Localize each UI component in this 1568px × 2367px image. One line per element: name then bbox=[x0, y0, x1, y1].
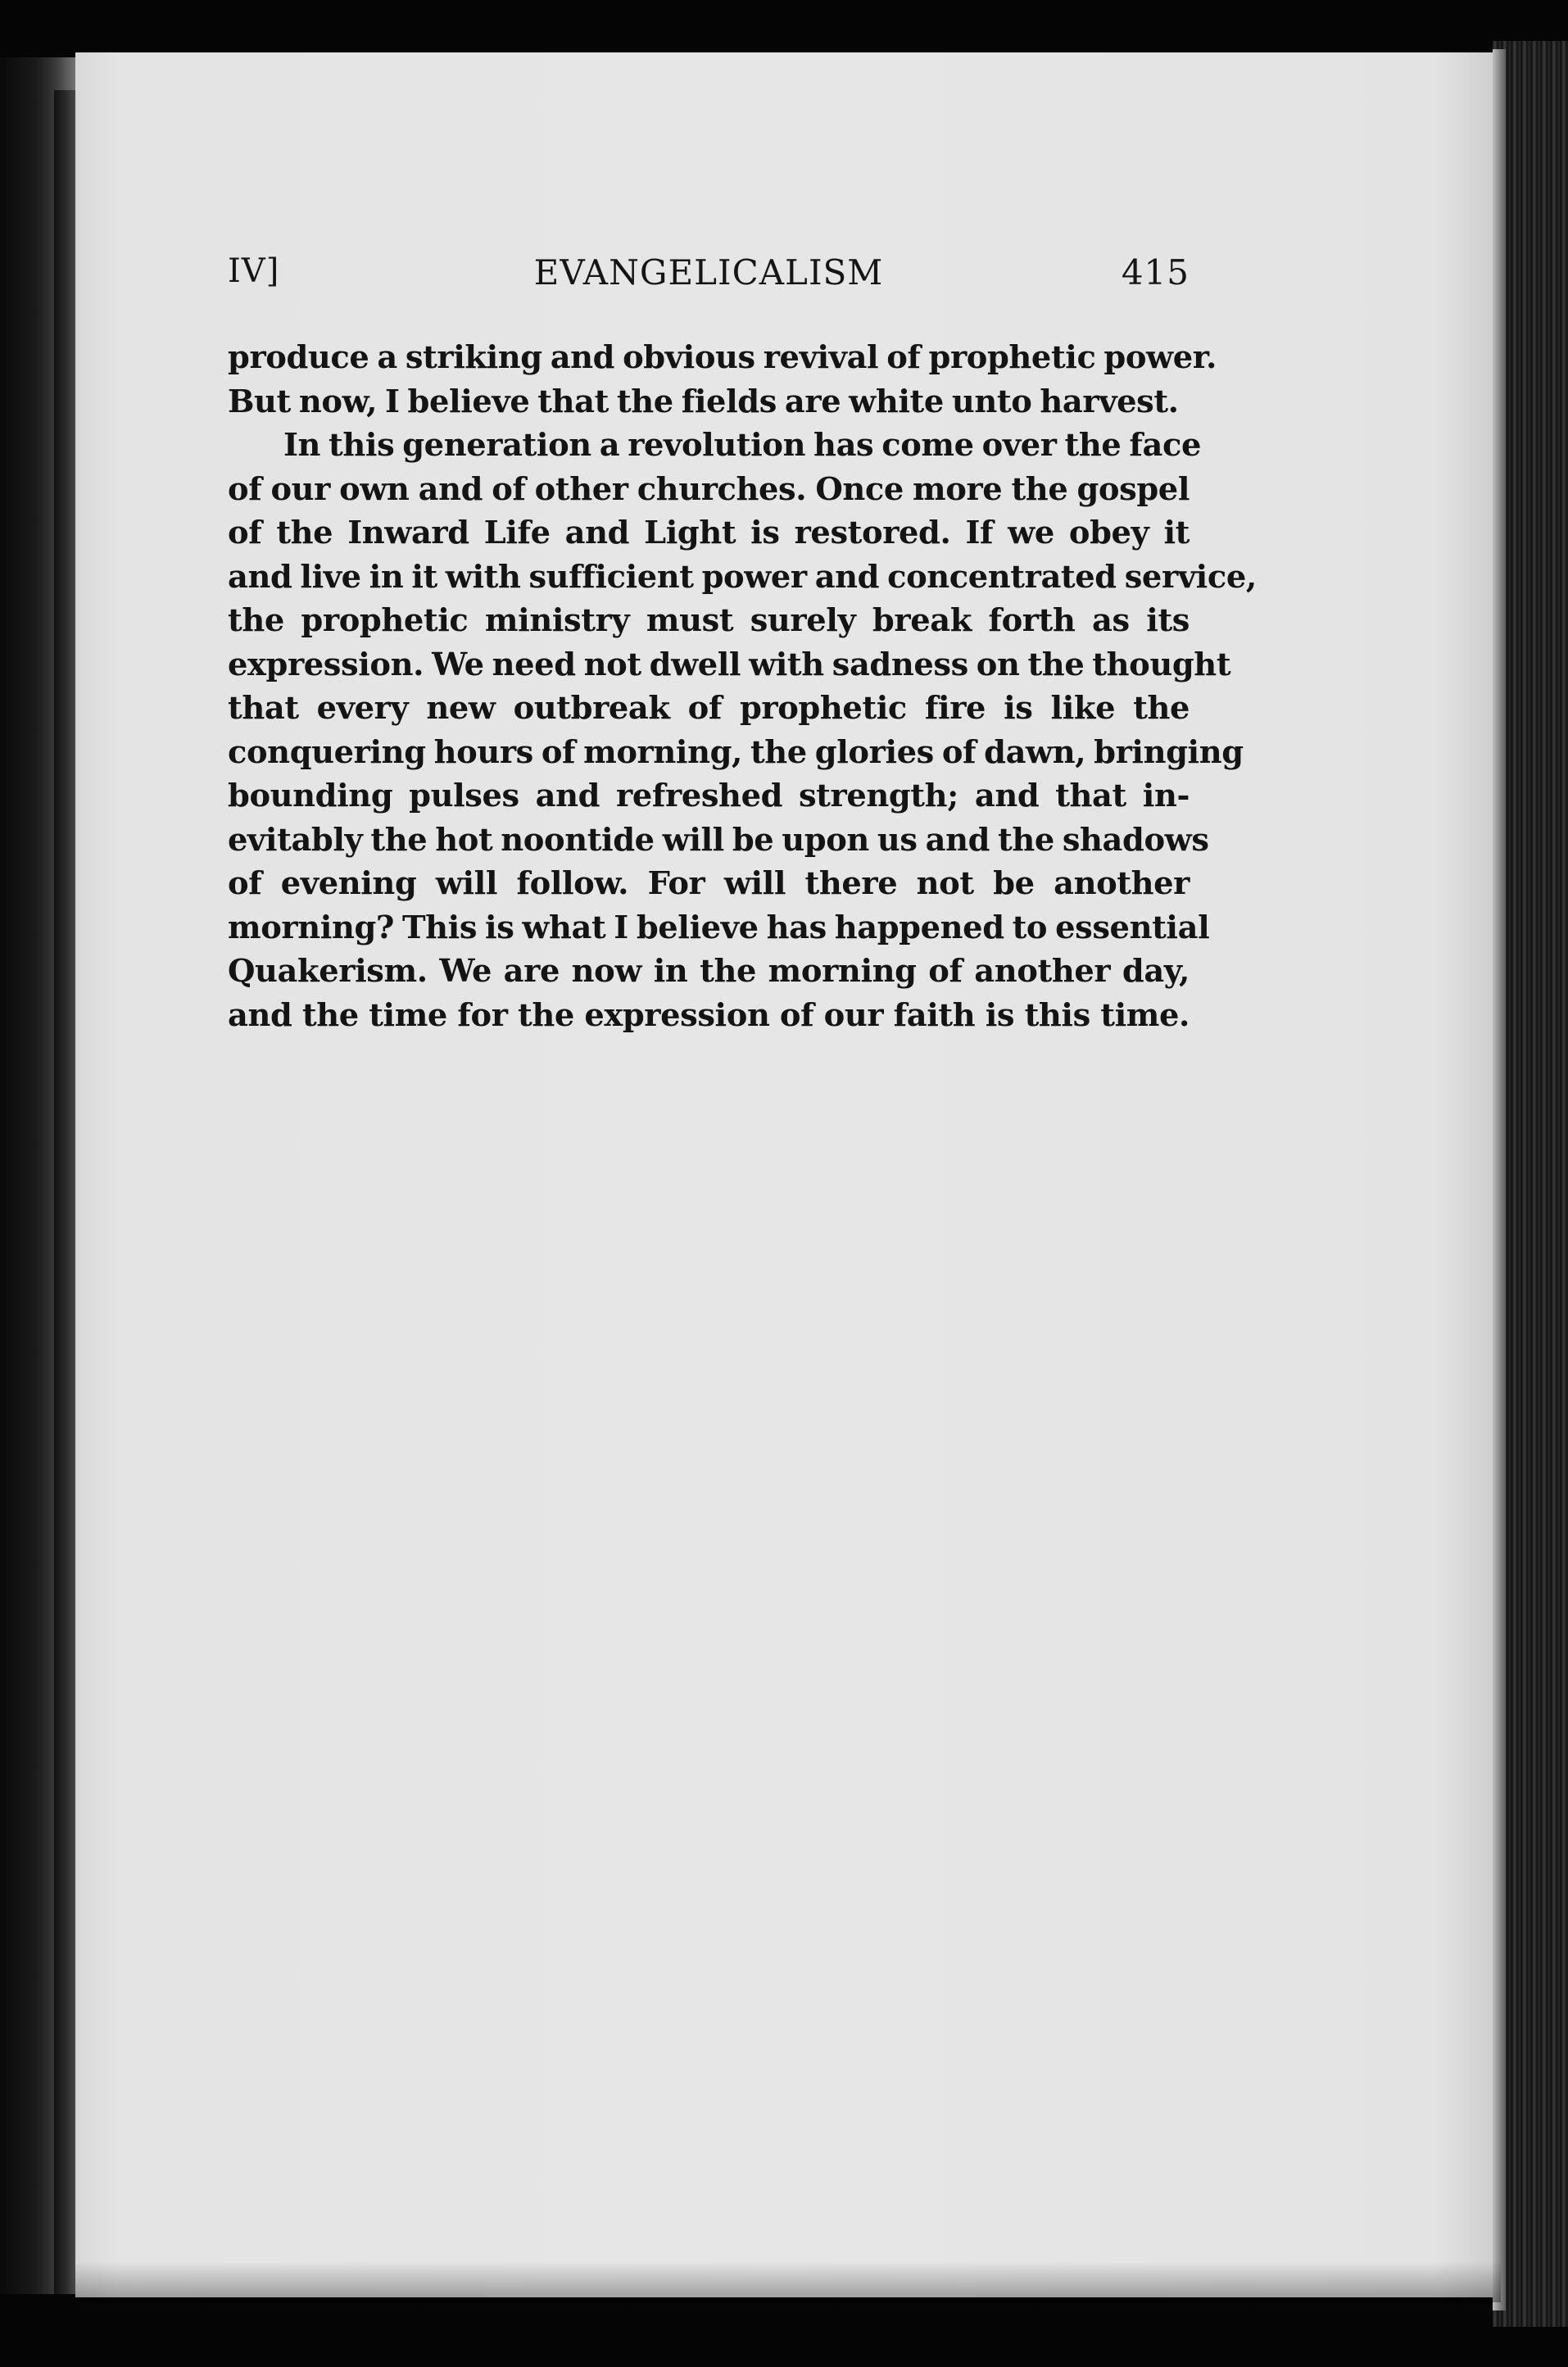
text-line: conquering hours of morning, the glories of dawn, bringing bbox=[228, 733, 1244, 771]
text-line: expression. We need not dwell with sadness on the thought bbox=[228, 646, 1231, 683]
page-bottom-shadow bbox=[75, 2261, 1501, 2302]
text-line: evitably the hot noontide will be upon us and the shadows bbox=[228, 821, 1209, 859]
running-head bbox=[228, 252, 1190, 302]
running-title: EVANGELICALISM bbox=[533, 252, 884, 292]
text-line: morning? This is what I believe has happened to essential bbox=[228, 909, 1210, 946]
text-line: the prophetic ministry must surely break forth as its bbox=[228, 602, 1190, 639]
text-line: bounding pulses and refreshed strength; and that in- bbox=[228, 778, 1190, 814]
text-line: produce a striking and obvious revival of prophetic power. bbox=[228, 339, 1217, 376]
text-line: and live in it with sufficient power and concentrated service, bbox=[228, 558, 1257, 596]
chapter-marker: IV] bbox=[228, 252, 280, 290]
page-number: 415 bbox=[1121, 252, 1190, 292]
body-text bbox=[228, 336, 1257, 1037]
text-line: of our own and of other churches. Once more the gospel bbox=[228, 470, 1190, 508]
text-line: But now, I believe that the fields are white unto harvest. bbox=[228, 383, 1179, 420]
text-line: and the time for the expression of our faith is this time. bbox=[228, 996, 1190, 1034]
text-line: Quakerism. We are now in the morning of another day, bbox=[228, 953, 1190, 990]
page-edge-highlight bbox=[1493, 49, 1506, 2310]
text-line: In this generation a revolution has come over the face bbox=[283, 427, 1201, 464]
text-line: of the Inward Life and Light is restored. If we obey it bbox=[228, 515, 1190, 551]
text-line: that every new outbreak of prophetic fire is like the bbox=[228, 690, 1190, 727]
text-line: of evening will follow. For will there not be another bbox=[228, 865, 1190, 902]
